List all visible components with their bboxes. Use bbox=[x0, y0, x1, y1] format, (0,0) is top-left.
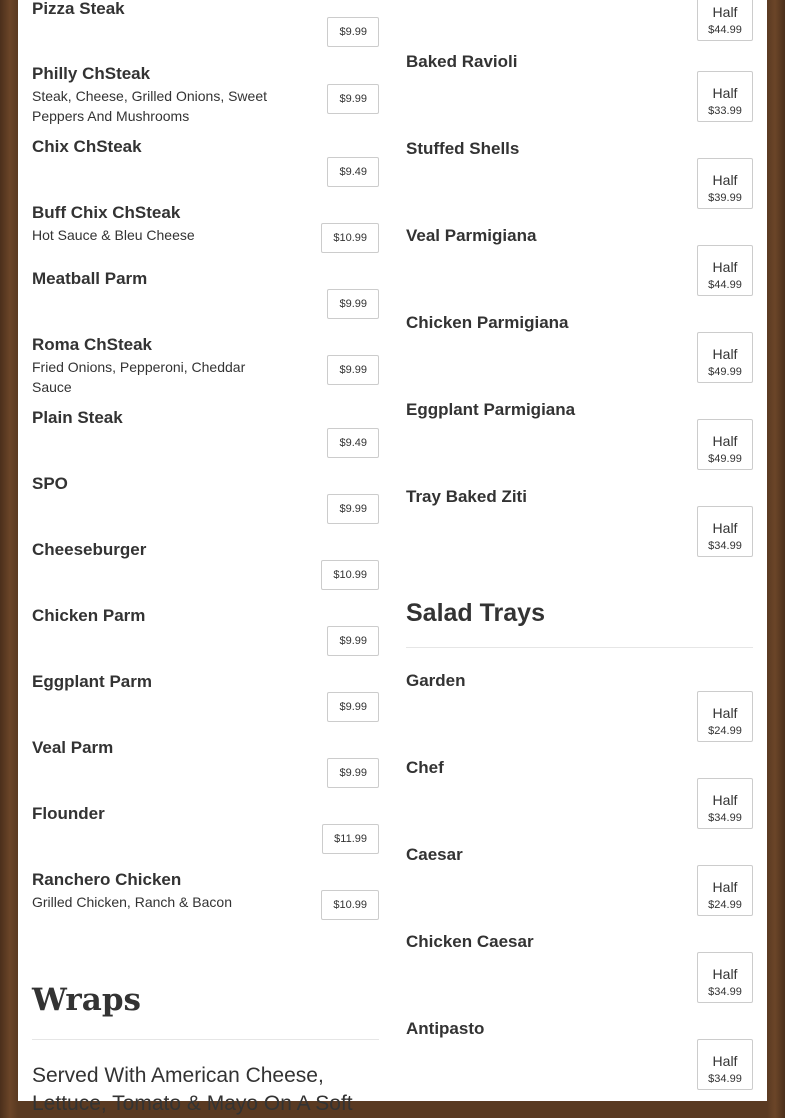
price-label: $44.99 bbox=[708, 279, 742, 291]
item-name: Chef bbox=[406, 758, 444, 777]
price-label: $34.99 bbox=[708, 812, 742, 824]
add-cheeseburger-button[interactable]: $10.99 bbox=[321, 560, 379, 590]
item-name: Pizza Steak bbox=[32, 0, 125, 18]
item-name: Garden bbox=[406, 671, 466, 690]
add-eggplant-parmigiana-half-button[interactable] bbox=[697, 419, 753, 470]
price-label: $34.99 bbox=[708, 1073, 742, 1085]
item-name: SPO bbox=[32, 474, 68, 493]
add-eggplant-parm-button[interactable]: $9.99 bbox=[327, 692, 379, 722]
add-veal-parm-button[interactable]: $9.99 bbox=[327, 758, 379, 788]
add-chef-half-button[interactable] bbox=[697, 778, 753, 829]
item-name: Chix ChSteak bbox=[32, 137, 142, 156]
item-name: Meatball Parm bbox=[32, 269, 148, 288]
item-name: Stuffed Shells bbox=[406, 139, 520, 158]
add-chicken-caesar-half-button[interactable] bbox=[697, 952, 753, 1003]
size-label: Half bbox=[712, 259, 738, 275]
wraps-section-title: Wraps bbox=[32, 982, 141, 1018]
item-name: Tray Baked Ziti bbox=[406, 487, 527, 506]
item-name: Buff Chix ChSteak bbox=[32, 203, 181, 222]
item-name: Veal Parmigiana bbox=[406, 226, 537, 245]
price-label: $34.99 bbox=[708, 540, 742, 552]
item-name: Cheeseburger bbox=[32, 540, 147, 559]
size-label: Half bbox=[712, 966, 738, 982]
item-name: Baked Ravioli bbox=[406, 52, 518, 71]
section-divider bbox=[32, 1039, 379, 1040]
add-ranchero-chicken-button[interactable]: $10.99 bbox=[321, 890, 379, 920]
item-name: Antipasto bbox=[406, 1019, 485, 1038]
size-label: Half bbox=[712, 85, 738, 101]
add-half-tray-button[interactable] bbox=[697, 0, 753, 41]
add-buff-chix-chsteak-button[interactable]: $10.99 bbox=[321, 223, 379, 253]
item-name: Flounder bbox=[32, 804, 105, 823]
add-stuffed-shells-half-button[interactable] bbox=[697, 158, 753, 209]
item-name: Eggplant Parm bbox=[32, 672, 152, 691]
add-garden-half-button[interactable] bbox=[697, 691, 753, 742]
add-roma-chsteak-button[interactable]: $9.99 bbox=[327, 355, 379, 385]
item-name: Chicken Parmigiana bbox=[406, 313, 569, 332]
add-veal-parmigiana-half-button[interactable] bbox=[697, 245, 753, 296]
item-description: Steak, Cheese, Grilled Onions, Sweet Peppers And Mushrooms bbox=[32, 88, 268, 124]
add-pizza-steak-button[interactable]: $9.99 bbox=[327, 17, 379, 47]
price-label: $24.99 bbox=[708, 725, 742, 737]
size-label: Half bbox=[712, 4, 738, 20]
item-name: Plain Steak bbox=[32, 408, 123, 427]
add-meatball-parm-button[interactable]: $9.99 bbox=[327, 289, 379, 319]
item-name: Caesar bbox=[406, 845, 463, 864]
price-label: $49.99 bbox=[708, 366, 742, 378]
size-label: Half bbox=[712, 1053, 738, 1069]
add-tray-baked-ziti-half-button[interactable] bbox=[697, 506, 753, 557]
item-description: Fried Onions, Pepperoni, Cheddar Sauce bbox=[32, 359, 246, 395]
size-label: Half bbox=[712, 705, 738, 721]
add-chix-chsteak-button[interactable]: $9.49 bbox=[327, 157, 379, 187]
size-label: Half bbox=[712, 879, 738, 895]
item-name: Roma ChSteak bbox=[32, 335, 152, 354]
add-spo-button[interactable]: $9.99 bbox=[327, 494, 379, 524]
item-description: Grilled Chicken, Ranch & Bacon bbox=[32, 894, 232, 910]
price-label: $34.99 bbox=[708, 986, 742, 998]
price-label: $33.99 bbox=[708, 105, 742, 117]
size-label: Half bbox=[712, 520, 738, 536]
add-plain-steak-button[interactable]: $9.49 bbox=[327, 428, 379, 458]
section-divider bbox=[406, 647, 753, 648]
size-label: Half bbox=[712, 172, 738, 188]
size-label: Half bbox=[712, 346, 738, 362]
wraps-section-description: Served With American Cheese, Lettuce, Tomato & Mayo On A Soft bbox=[32, 1064, 353, 1115]
price-label: $44.99 bbox=[708, 24, 742, 36]
item-name: Philly ChSteak bbox=[32, 64, 151, 83]
salad-trays-section-title: Salad Trays bbox=[406, 599, 545, 627]
add-antipasto-half-button[interactable] bbox=[697, 1039, 753, 1090]
size-label: Half bbox=[712, 433, 738, 449]
add-baked-ravioli-half-button[interactable] bbox=[697, 71, 753, 122]
size-label: Half bbox=[712, 792, 738, 808]
add-philly-chsteak-button[interactable]: $9.99 bbox=[327, 84, 379, 114]
item-name: Chicken Parm bbox=[32, 606, 146, 625]
add-flounder-button[interactable]: $11.99 bbox=[322, 824, 379, 854]
add-caesar-half-button[interactable] bbox=[697, 865, 753, 916]
item-name: Chicken Caesar bbox=[406, 932, 534, 951]
item-name: Eggplant Parmigiana bbox=[406, 400, 576, 419]
add-chicken-parm-button[interactable]: $9.99 bbox=[327, 626, 379, 656]
item-name: Ranchero Chicken bbox=[32, 870, 182, 889]
price-label: $39.99 bbox=[708, 192, 742, 204]
item-name: Veal Parm bbox=[32, 738, 114, 757]
price-label: $24.99 bbox=[708, 899, 742, 911]
item-description: Hot Sauce & Bleu Cheese bbox=[32, 227, 195, 243]
price-label: $49.99 bbox=[708, 453, 742, 465]
add-chicken-parmigiana-half-button[interactable] bbox=[697, 332, 753, 383]
